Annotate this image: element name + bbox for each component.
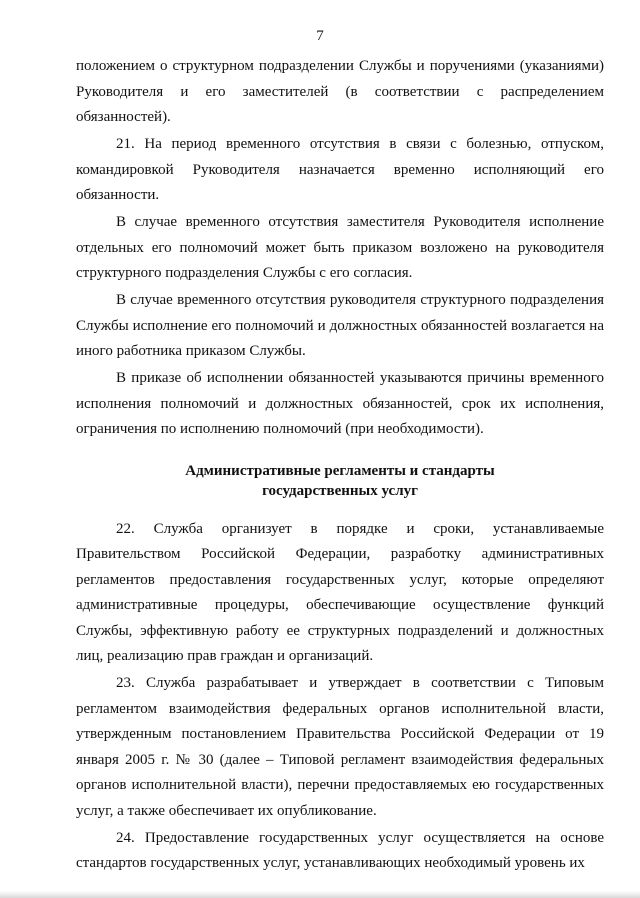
paragraph-order-reasons: В приказе об исполнении обязанностей указываются причины временного исполнения полномочий и должностных обязанностей, срок их исполнения, ограничения по исполнению полномочий (при необходимости). bbox=[76, 370, 604, 437]
paragraph-21: 21. На период временного отсутствия в связи с болезнью, отпуском, командировкой Руководителя назначается временно исполняющий его обязанности. bbox=[76, 136, 604, 203]
page-number: 7 bbox=[316, 28, 324, 44]
paragraph-head-absence: В случае временного отсутствия руководителя структурного подразделения Службы исполнение его полномочий и должностных обязанностей возлагается на иного работника приказом Службы. bbox=[76, 292, 604, 359]
section-heading-line2: государственных услуг bbox=[262, 482, 418, 499]
page-bottom-edge bbox=[0, 891, 640, 898]
paragraph-24: 24. Предоставление государственных услуг осуществляется на основе стандартов государственных услуг, устанавливающих необходимый уровень их bbox=[76, 829, 604, 871]
paragraph-deputy-absence: В случае временного отсутствия заместителя Руководителя исполнение отдельных его полномочий может быть приказом возложено на руководителя структурного подразделения Службы с его согласия. bbox=[76, 214, 604, 281]
paragraph-23: 23. Служба разрабатывает и утверждает в соответствии с Типовым регламентом взаимодействия федеральных органов исполнительной власти, утвержденным постановлением Правительства Российской Федерации от 19 января 2005 г. № 30 (далее – Типовой регламент взаимодействия федеральных органов исполнительной власти), перечни предоставляемых ею государственных услуг, а также обеспечивает их опубликование. bbox=[76, 675, 604, 819]
section-heading-line1: Административные регламенты и стандарты bbox=[185, 462, 495, 479]
paragraph-22: 22. Служба организует в порядке и сроки, устанавливаемые Правительством Российской Федерации, разработку административных регламентов предоставления государственных услуг, которые определяют административные процедуры, обеспечивающие осуществление функций Службы, эффективную работу ее структурных подразделений и должностных лиц, реализацию прав граждан и организаций. bbox=[76, 520, 604, 664]
document-body bbox=[76, 54, 604, 878]
section-heading bbox=[76, 461, 604, 501]
paragraph-continuation: положением о структурном подразделении Службы и поручениями (указаниями) Руководителя и его заместителей (в соответствии с распределением обязанностей). bbox=[76, 58, 604, 125]
